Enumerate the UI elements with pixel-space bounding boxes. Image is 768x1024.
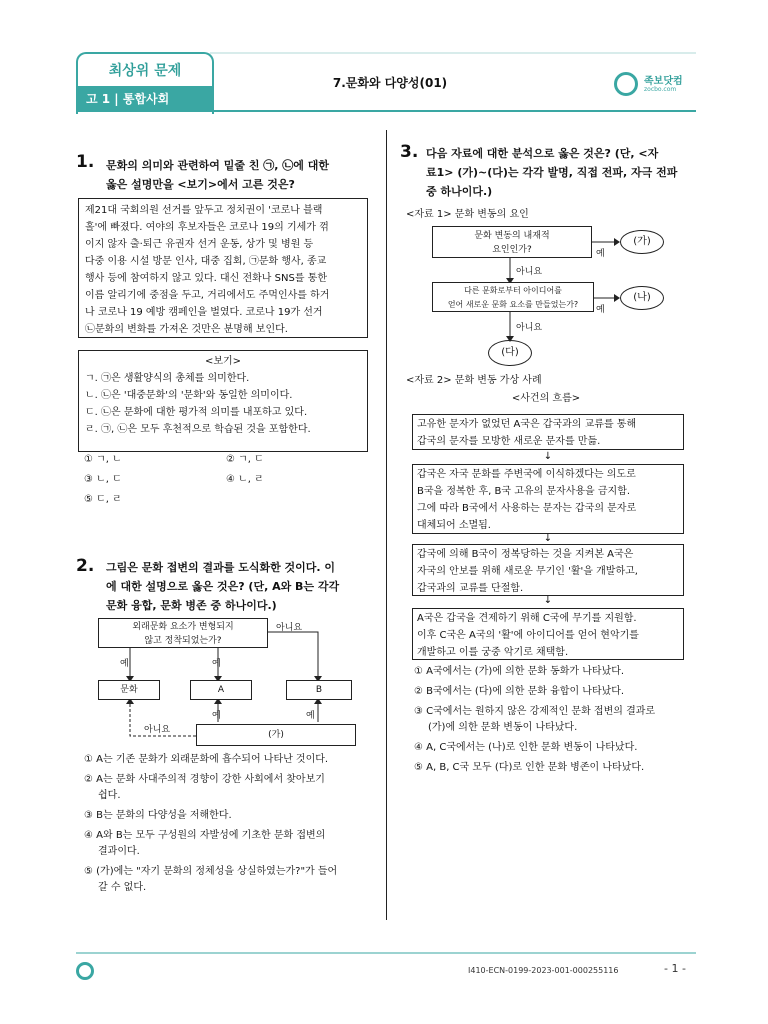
q3-source1-title: <자료 1> 문화 변동의 요인: [406, 209, 529, 220]
header-badge-top: 최상위 문제: [108, 63, 182, 79]
bogi-item: ㄴ. ㉡은 '대중문화'의 '문화'와 동일한 의미이다.: [85, 390, 293, 401]
footer-logo-icon: [76, 962, 94, 980]
flow-box-line: 요인인가?: [492, 245, 532, 255]
q2-culture-box: 문화: [98, 680, 160, 700]
q2-yes-label: 예: [212, 711, 221, 721]
q2-yes-label: 예: [306, 711, 315, 721]
choice-line: ① A는 기존 문화가 외래문화에 흡수되어 나타난 것이다.: [84, 754, 329, 765]
bogi-item: ㄷ. ㉡은 문화에 대한 평가적 의미를 내포하고 있다.: [85, 407, 308, 418]
q2-yes-label: 예: [120, 659, 129, 669]
event-line: 갑국의 문자를 모방한 새로운 문자를 만듦.: [417, 436, 601, 447]
choice-line: ⑤ (가)에는 "자기 문화의 정체성을 상실하였는가?"가 들어: [84, 866, 338, 877]
choice-line: ② A는 문화 사대주의적 경향이 강한 사회에서 찾아보기: [84, 774, 325, 785]
choice-line: 쉽다.: [98, 790, 121, 801]
q2-no-label: 아니요: [144, 725, 171, 735]
q3-event-3: [412, 544, 684, 596]
logo-sub: zocbo.com: [644, 86, 677, 93]
q3-number: 3.: [400, 142, 419, 162]
q3-ga-oval: (가): [620, 230, 664, 254]
q2-top-box-line: 않고 정착되었는가?: [144, 636, 222, 646]
q3-arrow: ↓: [543, 595, 553, 606]
passage-line: 다중 이용 시설 방문 인사, 대중 집회, ㉠문화 행사, 종교: [85, 256, 327, 267]
q3-choice-1[interactable]: ① A국에서는 (가)에 의한 문화 동화가 나타났다.: [414, 666, 625, 677]
q2-b-box: B: [286, 680, 352, 700]
q2-yes-label: 예: [212, 659, 221, 669]
choice-line: ③ C국에서는 원하지 않은 강제적인 문화 접변의 결과로: [414, 706, 656, 717]
event-line: 고유한 문자가 없었던 A국은 갑국과의 교류를 통해: [417, 419, 637, 430]
q1-choice-5[interactable]: ⑤ ㄷ, ㄹ: [84, 494, 122, 505]
event-line: 대체되어 소멸됨.: [417, 520, 491, 531]
q2-question-line: 에 대한 설명으로 옳은 것은? (단, A와 B는 각각: [106, 580, 340, 593]
q3-event-4: [412, 608, 684, 660]
q2-ga-box: (가): [196, 724, 356, 746]
q3-question-line: 다음 자료에 대한 분석으로 옳은 것은? (단, <자: [426, 147, 659, 160]
bogi-title: <보기>: [204, 356, 242, 367]
passage-line: 행사 등에 참여하지 않고 있다. 대신 전화나 SNS를 통한: [85, 273, 327, 284]
q1-question-line: 옳은 설명만을 <보기>에서 고른 것은?: [106, 178, 295, 191]
footer-rule: [76, 952, 696, 954]
passage-line: 제21대 국회의원 선거를 앞두고 정치권이 '코로나 블랙: [85, 205, 323, 216]
bogi-item: ㄱ. ㉠은 생활양식의 총체를 의미한다.: [85, 373, 250, 384]
q2-no-label: 아니요: [276, 623, 303, 633]
q3-choice-5[interactable]: ⑤ A, B, C국 모두 (다)로 인한 문화 병존이 나타났다.: [414, 762, 645, 773]
event-line: 개발하고 이를 궁중 악기로 채택함.: [417, 647, 569, 658]
footer-code: I410-ECN-0199-2023-001-000255116: [468, 966, 619, 975]
event-line: 갑국과의 교류를 단절함.: [417, 583, 524, 594]
event-line: 그에 따라 B국에서 사용하는 문자는 갑국의 문자로: [417, 503, 637, 514]
event-line: 자국의 안보를 위해 새로운 무기인 '활'을 개발하고,: [417, 566, 638, 577]
passage-line: 홀'에 빠졌다. 여야의 후보자들은 코로나 19의 기세가 꺾: [85, 222, 329, 233]
event-line: 갑국에 의해 B국이 정복당하는 것을 지켜본 A국은: [417, 549, 634, 560]
event-line: 이후 C국은 A국의 '활'에 아이디어를 얻어 현악기를: [417, 630, 639, 641]
event-line: B국을 정복한 후, B국 고유의 문자사용을 금지함.: [417, 486, 631, 497]
q2-question-line: 문화 융합, 문화 병존 중 하나이다.): [106, 599, 277, 612]
q3-question-line: 중 하나이다.): [426, 185, 493, 198]
q3-choice-3[interactable]: [414, 704, 704, 736]
q2-question-line: 그림은 문화 접변의 결과를 도식화한 것이다. 이: [106, 561, 336, 574]
flow-box-line: 다른 문화로부터 아이디어를: [464, 286, 562, 295]
passage-line: 이름 알리기에 중점을 두고, 거리에서도 주먹인사를 하거: [85, 290, 330, 301]
q1-choice-1[interactable]: ① ㄱ, ㄴ: [84, 454, 122, 465]
q3-choice-2[interactable]: ② B국에서는 (다)에 의한 문화 융합이 나타났다.: [414, 686, 625, 697]
flow-box-line: 문화 변동의 내재적: [474, 231, 550, 241]
choice-line: 결과이다.: [98, 846, 140, 857]
q3-da-oval: (다): [488, 340, 532, 366]
q1-number: 1.: [76, 152, 95, 172]
choice-line: 갈 수 없다.: [98, 882, 147, 893]
q3-arrow: ↓: [543, 533, 553, 544]
q3-question-line: 료1> (가)~(다)는 각각 발명, 직접 전파, 자극 전파: [426, 166, 678, 179]
choice-line: ④ A와 B는 모두 구성원의 자발성에 기초한 문화 접변의: [84, 830, 326, 841]
q3-no-label: 아니요: [516, 323, 543, 333]
q1-question-line: 문화의 의미와 관련하여 밑줄 친 ㉠, ㉡에 대한: [106, 159, 330, 172]
q1-choice-3[interactable]: ③ ㄴ, ㄷ: [84, 474, 122, 485]
passage-line: 나 코로나 19 예방 캠페인을 벌였다. 코로나 19가 선거: [85, 307, 323, 318]
q3-event-2: [412, 464, 684, 534]
q3-event-1: [412, 414, 684, 450]
passage-line: ㉡문화의 변화를 가져온 것만은 분명해 보인다.: [85, 324, 288, 335]
q3-no-label: 아니요: [516, 267, 543, 277]
q3-flow-box2: [432, 282, 594, 312]
q1-choice-4[interactable]: ④ ㄴ, ㄹ: [226, 474, 264, 485]
choice-line: (가)에 의한 문화 변동이 나타났다.: [428, 722, 578, 733]
q3-choice-4[interactable]: ④ A, C국에서는 (나)로 인한 문화 변동이 나타났다.: [414, 742, 638, 753]
logo-text: 족보닷컴: [644, 76, 683, 87]
q2-top-box-line: 외래문화 요소가 변형되지: [132, 622, 234, 632]
header-badge-bottom: 고 1 | 통합사회: [78, 86, 212, 112]
q2-a-box: A: [190, 680, 252, 700]
q3-flow-box1: [432, 226, 592, 258]
q3-yes-label: 예: [596, 305, 605, 315]
page-number: - 1 -: [664, 962, 686, 975]
event-line: A국은 갑국을 견제하기 위해 C국에 무기를 지원함.: [417, 613, 637, 624]
q2-number: 2.: [76, 556, 95, 576]
bogi-item: ㄹ. ㉠, ㉡은 모두 후천적으로 학습된 것을 포함한다.: [85, 424, 311, 435]
q3-source2-title: <자료 2> 문화 변동 가상 사례: [406, 375, 542, 386]
q1-choice-2[interactable]: ② ㄱ, ㄷ: [226, 454, 264, 465]
flow-box-line: 얻어 새로운 문화 요소를 만들었는가?: [447, 300, 579, 309]
choice-line: ③ B는 문화의 다양성을 저해한다.: [84, 810, 232, 821]
q3-arrow: ↓: [543, 451, 553, 462]
page-title: 7.문화와 다양성(01): [332, 76, 448, 90]
passage-line: 이지 않자 출·퇴근 유권자 선거 운동, 상가 및 병원 등: [85, 239, 314, 250]
q3-na-oval: (나): [620, 286, 664, 310]
q3-events-title: <사건의 흐름>: [511, 393, 581, 404]
q3-yes-label: 예: [596, 249, 605, 259]
event-line: 갑국은 자국 문화를 주변국에 이식하겠다는 의도로: [417, 469, 636, 480]
